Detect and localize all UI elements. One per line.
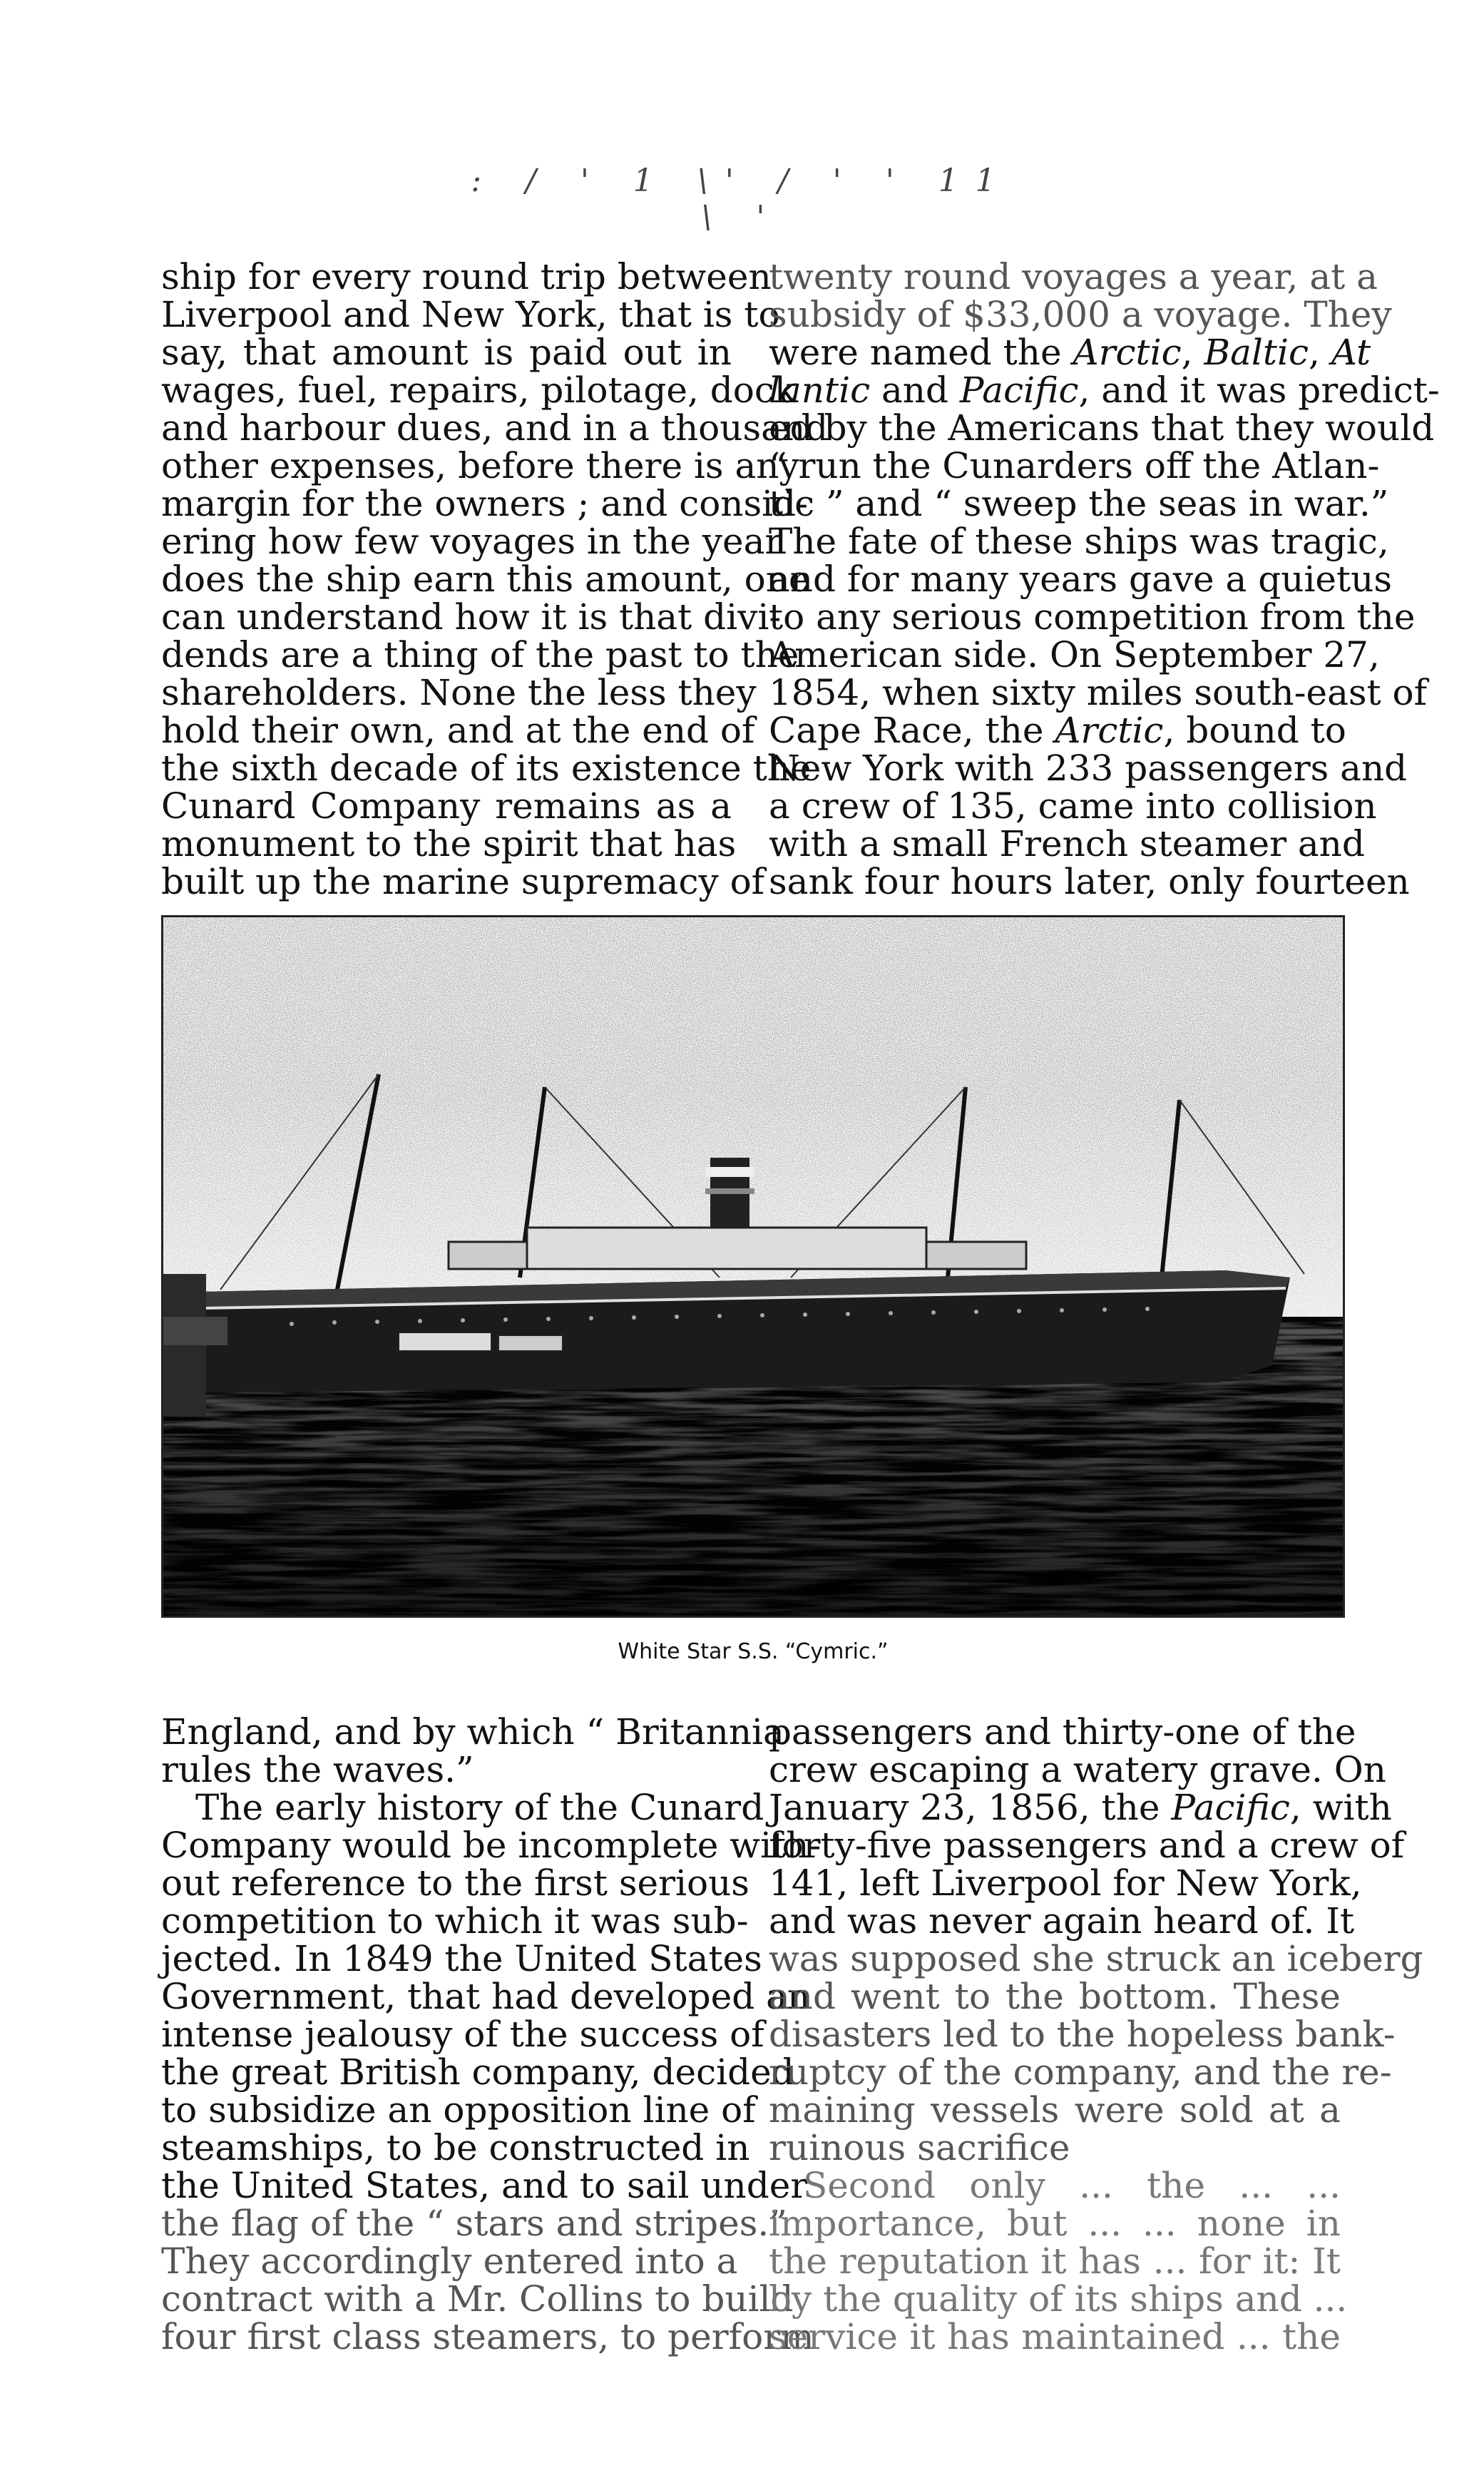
bottom-left-column: [161, 1711, 822, 2357]
text-line: service it has maintained ... the: [769, 2316, 1341, 2357]
text-line: and for many years gave a quietus: [769, 559, 1392, 600]
text-line: lantic and Pacific, and it was predict-: [769, 369, 1440, 411]
text-line: to subsidize an opposition line of: [161, 2089, 756, 2131]
text-line: 141, left Liverpool for New York,: [769, 1862, 1362, 1904]
text-line: dends are a thing of the past to the: [161, 634, 799, 675]
text-line: and was never again heard of. It: [769, 1900, 1355, 1942]
text-line: subsidy of $33,000 a voyage. They: [769, 294, 1392, 335]
text-line: The fate of these ships was tragic,: [769, 521, 1389, 562]
text-line: and harbour dues, and in a thousand: [161, 407, 829, 449]
text-line: and went to the bottom. These: [769, 1976, 1341, 2017]
text-line: “ run the Cunarders off the Atlan-: [769, 445, 1380, 486]
text-line: with a small French steamer and: [769, 823, 1365, 865]
text-line: the reputation it has ... for it: It: [769, 2240, 1341, 2282]
top-right-column: [769, 256, 1440, 902]
text-line: ruinous sacrifice: [769, 2127, 1070, 2168]
text-line: built up the marine supremacy of: [161, 861, 765, 902]
text-line: ruptcy of the company, and the re-: [769, 2051, 1392, 2093]
text-line: January 23, 1856, the Pacific, with: [769, 1787, 1392, 1828]
text-line: Cape Race, the Arctic, bound to: [769, 710, 1346, 751]
bottom-right-column: [769, 1711, 1423, 2357]
text-line: rules the waves.”: [161, 1749, 474, 1790]
text-line: tic ” and “ sweep the seas in war.”: [769, 483, 1389, 524]
text-line: The early history of the Cunard: [195, 1787, 764, 1828]
text-line: ship for every round trip between: [161, 256, 772, 297]
text-line: England, and by which “ Britannia: [161, 1711, 784, 1753]
text-line: shareholders. None the less they: [161, 672, 757, 713]
text-line: contract with a Mr. Collins to build: [161, 2278, 794, 2320]
text-line: hold their own, and at the end of: [161, 710, 755, 751]
text-line: ering how few voyages in the year: [161, 521, 782, 562]
text-line: other expenses, before there is any: [161, 445, 799, 486]
text-line: Government, that had developed an: [161, 1976, 811, 2017]
text-line: Cunard Company remains as a: [161, 785, 732, 827]
text-line: does the ship earn this amount, one: [161, 559, 810, 600]
running-head: : / ' 1 \' / ' ' 11 \ ': [471, 163, 1013, 235]
ship-illustration: [163, 917, 1343, 1616]
text-line: maining vessels were sold at a: [769, 2089, 1341, 2131]
text-line: twenty round voyages a year, at a: [769, 256, 1378, 297]
text-line: New York with 233 passengers and: [769, 748, 1408, 789]
text-line: the United States, and to sail under: [161, 2165, 808, 2206]
text-line: steamships, to be constructed in: [161, 2127, 750, 2168]
text-line: sank four hours later, only fourteen: [769, 861, 1410, 902]
text-line: ed by the Americans that they would: [769, 407, 1435, 449]
text-line: margin for the owners ; and consid-: [161, 483, 809, 524]
text-line: intense jealousy of the success of: [161, 2014, 764, 2055]
text-line: importance, but ... ... none in: [769, 2203, 1341, 2244]
text-line: by the quality of its ships and ...: [769, 2278, 1348, 2320]
text-line: out reference to the first serious: [161, 1862, 749, 1904]
ship-photograph: [161, 915, 1345, 1618]
text-line: They accordingly entered into a: [161, 2240, 738, 2282]
text-line: the sixth decade of its existence the: [161, 748, 812, 789]
text-line: Second only ... the ... ...: [803, 2165, 1341, 2206]
text-line: Liverpool and New York, that is to: [161, 294, 780, 335]
text-line: wages, fuel, repairs, pilotage, dock: [161, 369, 797, 411]
text-line: passengers and thirty-one of the: [769, 1711, 1356, 1753]
text-line: a crew of 135, came into collision: [769, 785, 1377, 827]
text-line: four first class steamers, to perform: [161, 2316, 814, 2357]
text-line: to any serious competition from the: [769, 596, 1416, 638]
text-line: American side. On September 27,: [769, 634, 1380, 675]
text-line: were named the Arctic, Baltic, At: [769, 332, 1371, 373]
text-line: crew escaping a watery grave. On: [769, 1749, 1386, 1790]
text-line: disasters led to the hopeless bank-: [769, 2014, 1396, 2055]
text-line: forty-five passengers and a crew of: [769, 1825, 1405, 1866]
text-line: Company would be incomplete with-: [161, 1825, 822, 1866]
text-line: say, that amount is paid out in: [161, 332, 732, 373]
text-line: 1854, when sixty miles south-east of: [769, 672, 1428, 713]
text-line: jected. In 1849 the United States: [161, 1938, 762, 1979]
figure-caption: White Star S.S. “Cymric.”: [618, 1639, 889, 1664]
text-line: the great British company, decided: [161, 2051, 794, 2093]
text-line: was supposed she struck an iceberg: [769, 1938, 1423, 1979]
text-line: the flag of the “ stars and stripes.”: [161, 2203, 787, 2244]
text-line: competition to which it was sub-: [161, 1900, 749, 1942]
text-line: monument to the spirit that has: [161, 823, 737, 865]
top-left-column: [161, 256, 829, 902]
text-line: can understand how it is that divi-: [161, 596, 782, 638]
